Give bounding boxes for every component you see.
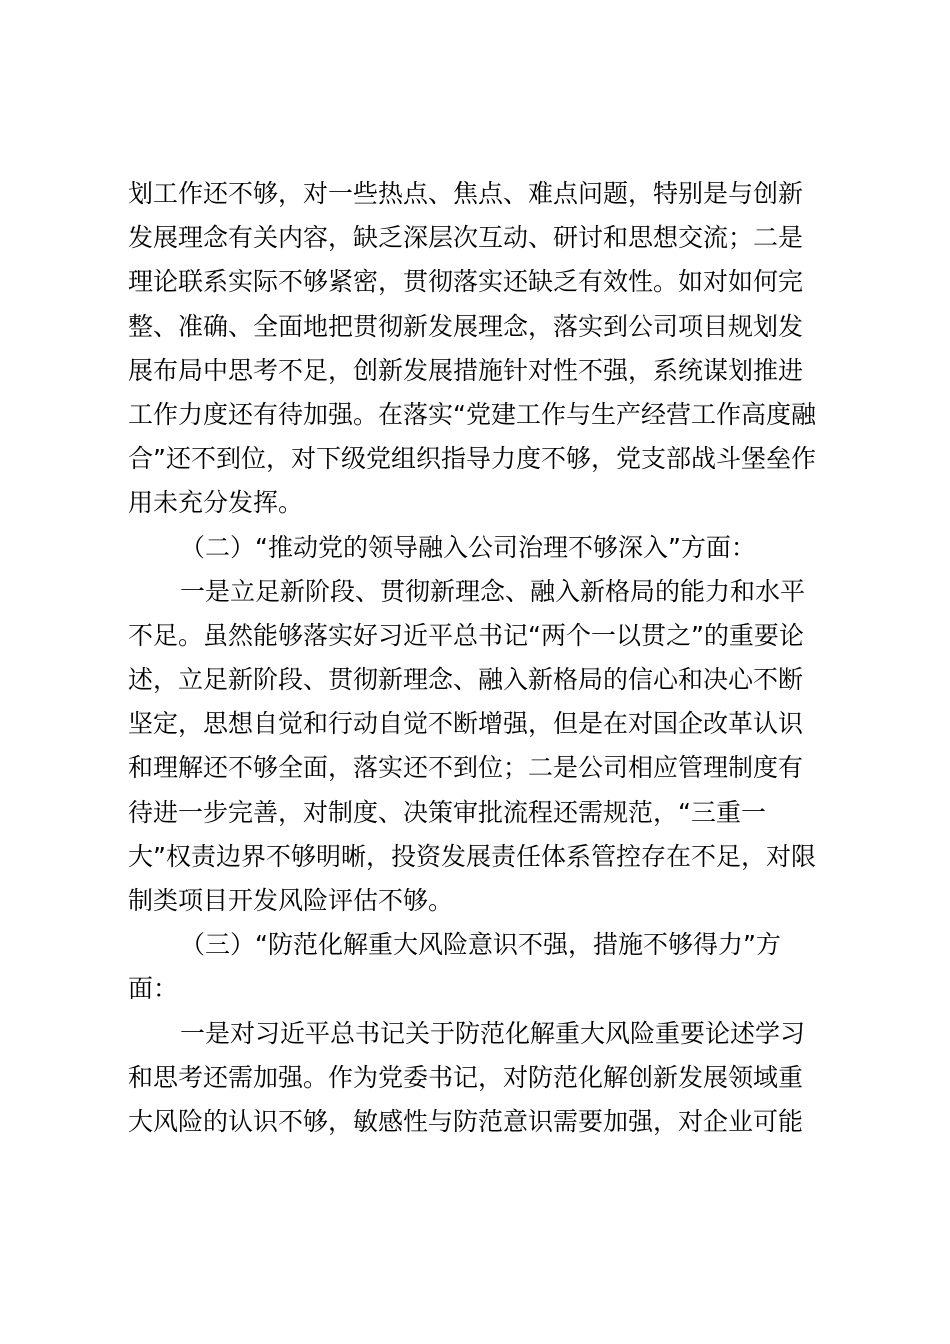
document-body — [128, 172, 848, 1144]
text-line: 不足。虽然能够落实好习近平总书记“两个一以贯之”的重要论 — [128, 620, 804, 650]
text-line: 合”还不到位，对下级党组织指导力度不够，党支部战斗堡垒作 — [128, 444, 816, 474]
text-line: 划工作还不够，对一些热点、焦点、难点问题，特别是与创新 — [128, 179, 804, 208]
text-line: 坚定，思想自觉和行动自觉不断增强，但是在对国企改革认识 — [128, 709, 804, 739]
text-line: 述，立足新阶段、贯彻新理念、融入新格局的信心和决心不断 — [128, 665, 804, 695]
text-line: 一是立足新阶段、贯彻新理念、融入新格局的能力和水平 — [180, 576, 806, 606]
text-line: 工作力度还有待加强。在落实“党建工作与生产经营工作高度融 — [128, 399, 816, 429]
section-heading: （二）“推动党的领导融入公司治理不够深入”方面： — [180, 532, 756, 562]
text-line: 一是对习近平总书记关于防范化解重大风险重要论述学习 — [180, 1018, 806, 1048]
section-heading-continuation: 面： — [128, 974, 179, 1004]
text-line: 待进一步完善，对制度、决策审批流程还需规范，“三重一 — [128, 797, 766, 827]
text-line: 大风险的认识不够，敏感性与防范意识需要加强，对企业可能 — [128, 1106, 804, 1136]
text-line: 制类项目开发风险评估不够。 — [128, 886, 454, 915]
text-line: 理论联系实际不够紧密，贯彻落实还缺乏有效性。如对如何完 — [128, 267, 804, 297]
text-line: 展布局中思考不足，创新发展措施针对性不强，系统谋划推进 — [128, 355, 804, 385]
text-line: 和理解还不够全面，落实还不到位；二是公司相应管理制度有 — [128, 753, 804, 783]
text-line: 用未充分发挥。 — [128, 488, 304, 518]
text-line: 大”权责边界不够明晰，投资发展责任体系管控存在不足，对限 — [128, 841, 816, 871]
text-line: 和思考还需加强。作为党委书记，对防范化解创新发展领域重 — [128, 1062, 804, 1092]
text-line: 整、准确、全面地把贯彻新发展理念，落实到公司项目规划发 — [128, 311, 804, 341]
text-line: 发展理念有关内容，缺乏深层次互动、研讨和思想交流；二是 — [128, 223, 804, 253]
section-heading: （三）“防范化解重大风险意识不强，措施不够得力”方 — [180, 930, 781, 960]
